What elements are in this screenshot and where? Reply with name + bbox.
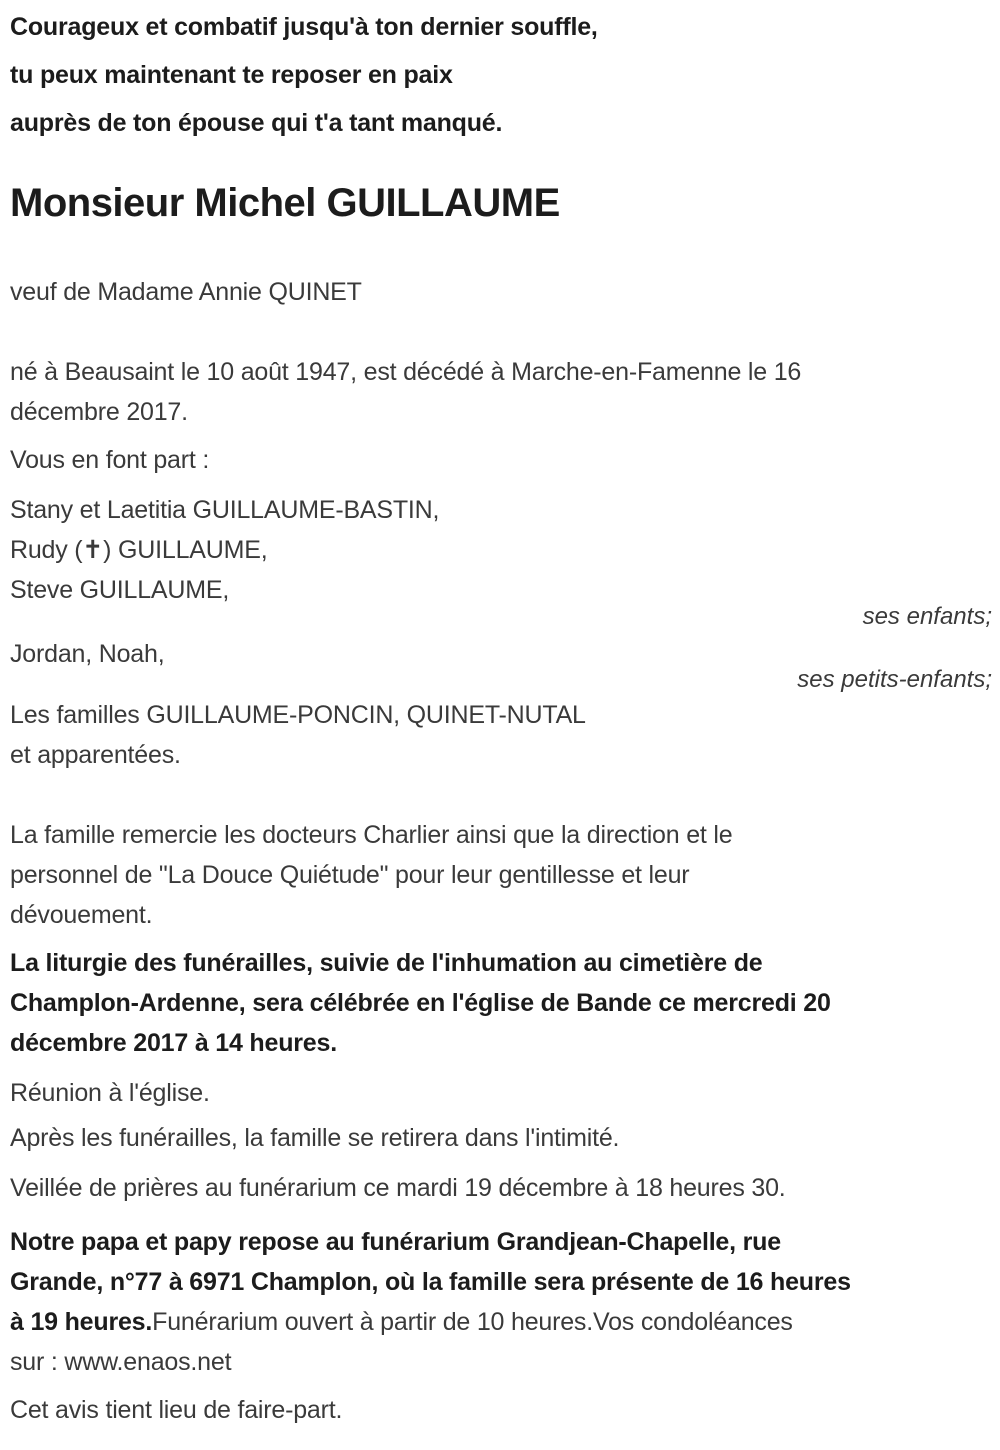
ceremony-paragraph	[10, 943, 992, 1063]
thanks-paragraph	[10, 815, 992, 935]
children-name-line-3: Steve GUILLAUME,	[10, 576, 230, 604]
deceased-name: Monsieur Michel GUILLAUME	[10, 181, 560, 225]
families-paragraph	[10, 695, 992, 775]
ceremony-line-1: La liturgie des funérailles, suivie de l'inhumation au cimetière de	[10, 949, 763, 977]
children-label: ses enfants;	[862, 603, 992, 630]
condolences-url-line: sur : www.enaos.net	[10, 1348, 232, 1376]
children-name-line-1: Stany et Laetitia GUILLAUME-BASTIN,	[10, 496, 440, 524]
families-line-2: et apparentées.	[10, 741, 181, 769]
children-name-line-2: Rudy (✝) GUILLAUME,	[10, 536, 268, 564]
ceremony-line-3: décembre 2017 à 14 heures.	[10, 1029, 337, 1057]
thanks-line-1: La famille remercie les docteurs Charlier ainsi que la direction et le	[10, 821, 733, 849]
privacy-note: Après les funérailles, la famille se retirera dans l'intimité.	[10, 1124, 620, 1152]
children-names	[10, 490, 992, 610]
church-meeting-note: Réunion à l'église.	[10, 1079, 210, 1107]
ceremony-line-2: Champlon-Ardenne, sera célébrée en l'église de Bande ce mercredi 20	[10, 989, 831, 1017]
epitaph-line-2: tu peux maintenant te reposer en paix	[10, 61, 453, 89]
repose-bold-line-3: à 19 heures.	[10, 1308, 153, 1336]
epitaph	[10, 12, 992, 138]
repose-regular-text: Funérarium ouvert à partir de 10 heures.Vos condoléances	[152, 1308, 793, 1336]
repose-mixed-line	[10, 1302, 992, 1342]
repose-bold-line-1: Notre papa et papy repose au funérarium Grandjean-Chapelle, rue	[10, 1228, 781, 1256]
birth-death-paragraph	[10, 352, 992, 432]
birth-death-line-2: décembre 2017.	[10, 398, 188, 426]
thanks-line-2: personnel de "La Douce Quiétude" pour leur gentillesse et leur	[10, 861, 690, 889]
grandchildren-label: ses petits-enfants;	[797, 666, 992, 693]
announcement-intro: Vous en font part :	[10, 446, 210, 474]
repose-bold-line-2: Grande, n°77 à 6971 Champlon, où la famille sera présente de 16 heures	[10, 1268, 851, 1296]
repose-paragraph	[10, 1222, 992, 1382]
grandchildren-names: Jordan, Noah,	[10, 640, 165, 668]
families-line-1: Les familles GUILLAUME-PONCIN, QUINET-NUTAL	[10, 701, 586, 729]
vigil-note: Veillée de prières au funérarium ce mardi 19 décembre à 18 heures 30.	[10, 1174, 786, 1202]
epitaph-line-1: Courageux et combatif jusqu'à ton dernier souffle,	[10, 13, 598, 41]
birth-death-line-1: né à Beausaint le 10 août 1947, est décédé à Marche-en-Famenne le 16	[10, 358, 802, 386]
widower-line: veuf de Madame Annie QUINET	[10, 278, 362, 306]
closing-line: Cet avis tient lieu de faire-part.	[10, 1396, 343, 1424]
epitaph-line-3: auprès de ton épouse qui t'a tant manqué.	[10, 109, 503, 137]
thanks-line-3: dévouement.	[10, 901, 153, 929]
